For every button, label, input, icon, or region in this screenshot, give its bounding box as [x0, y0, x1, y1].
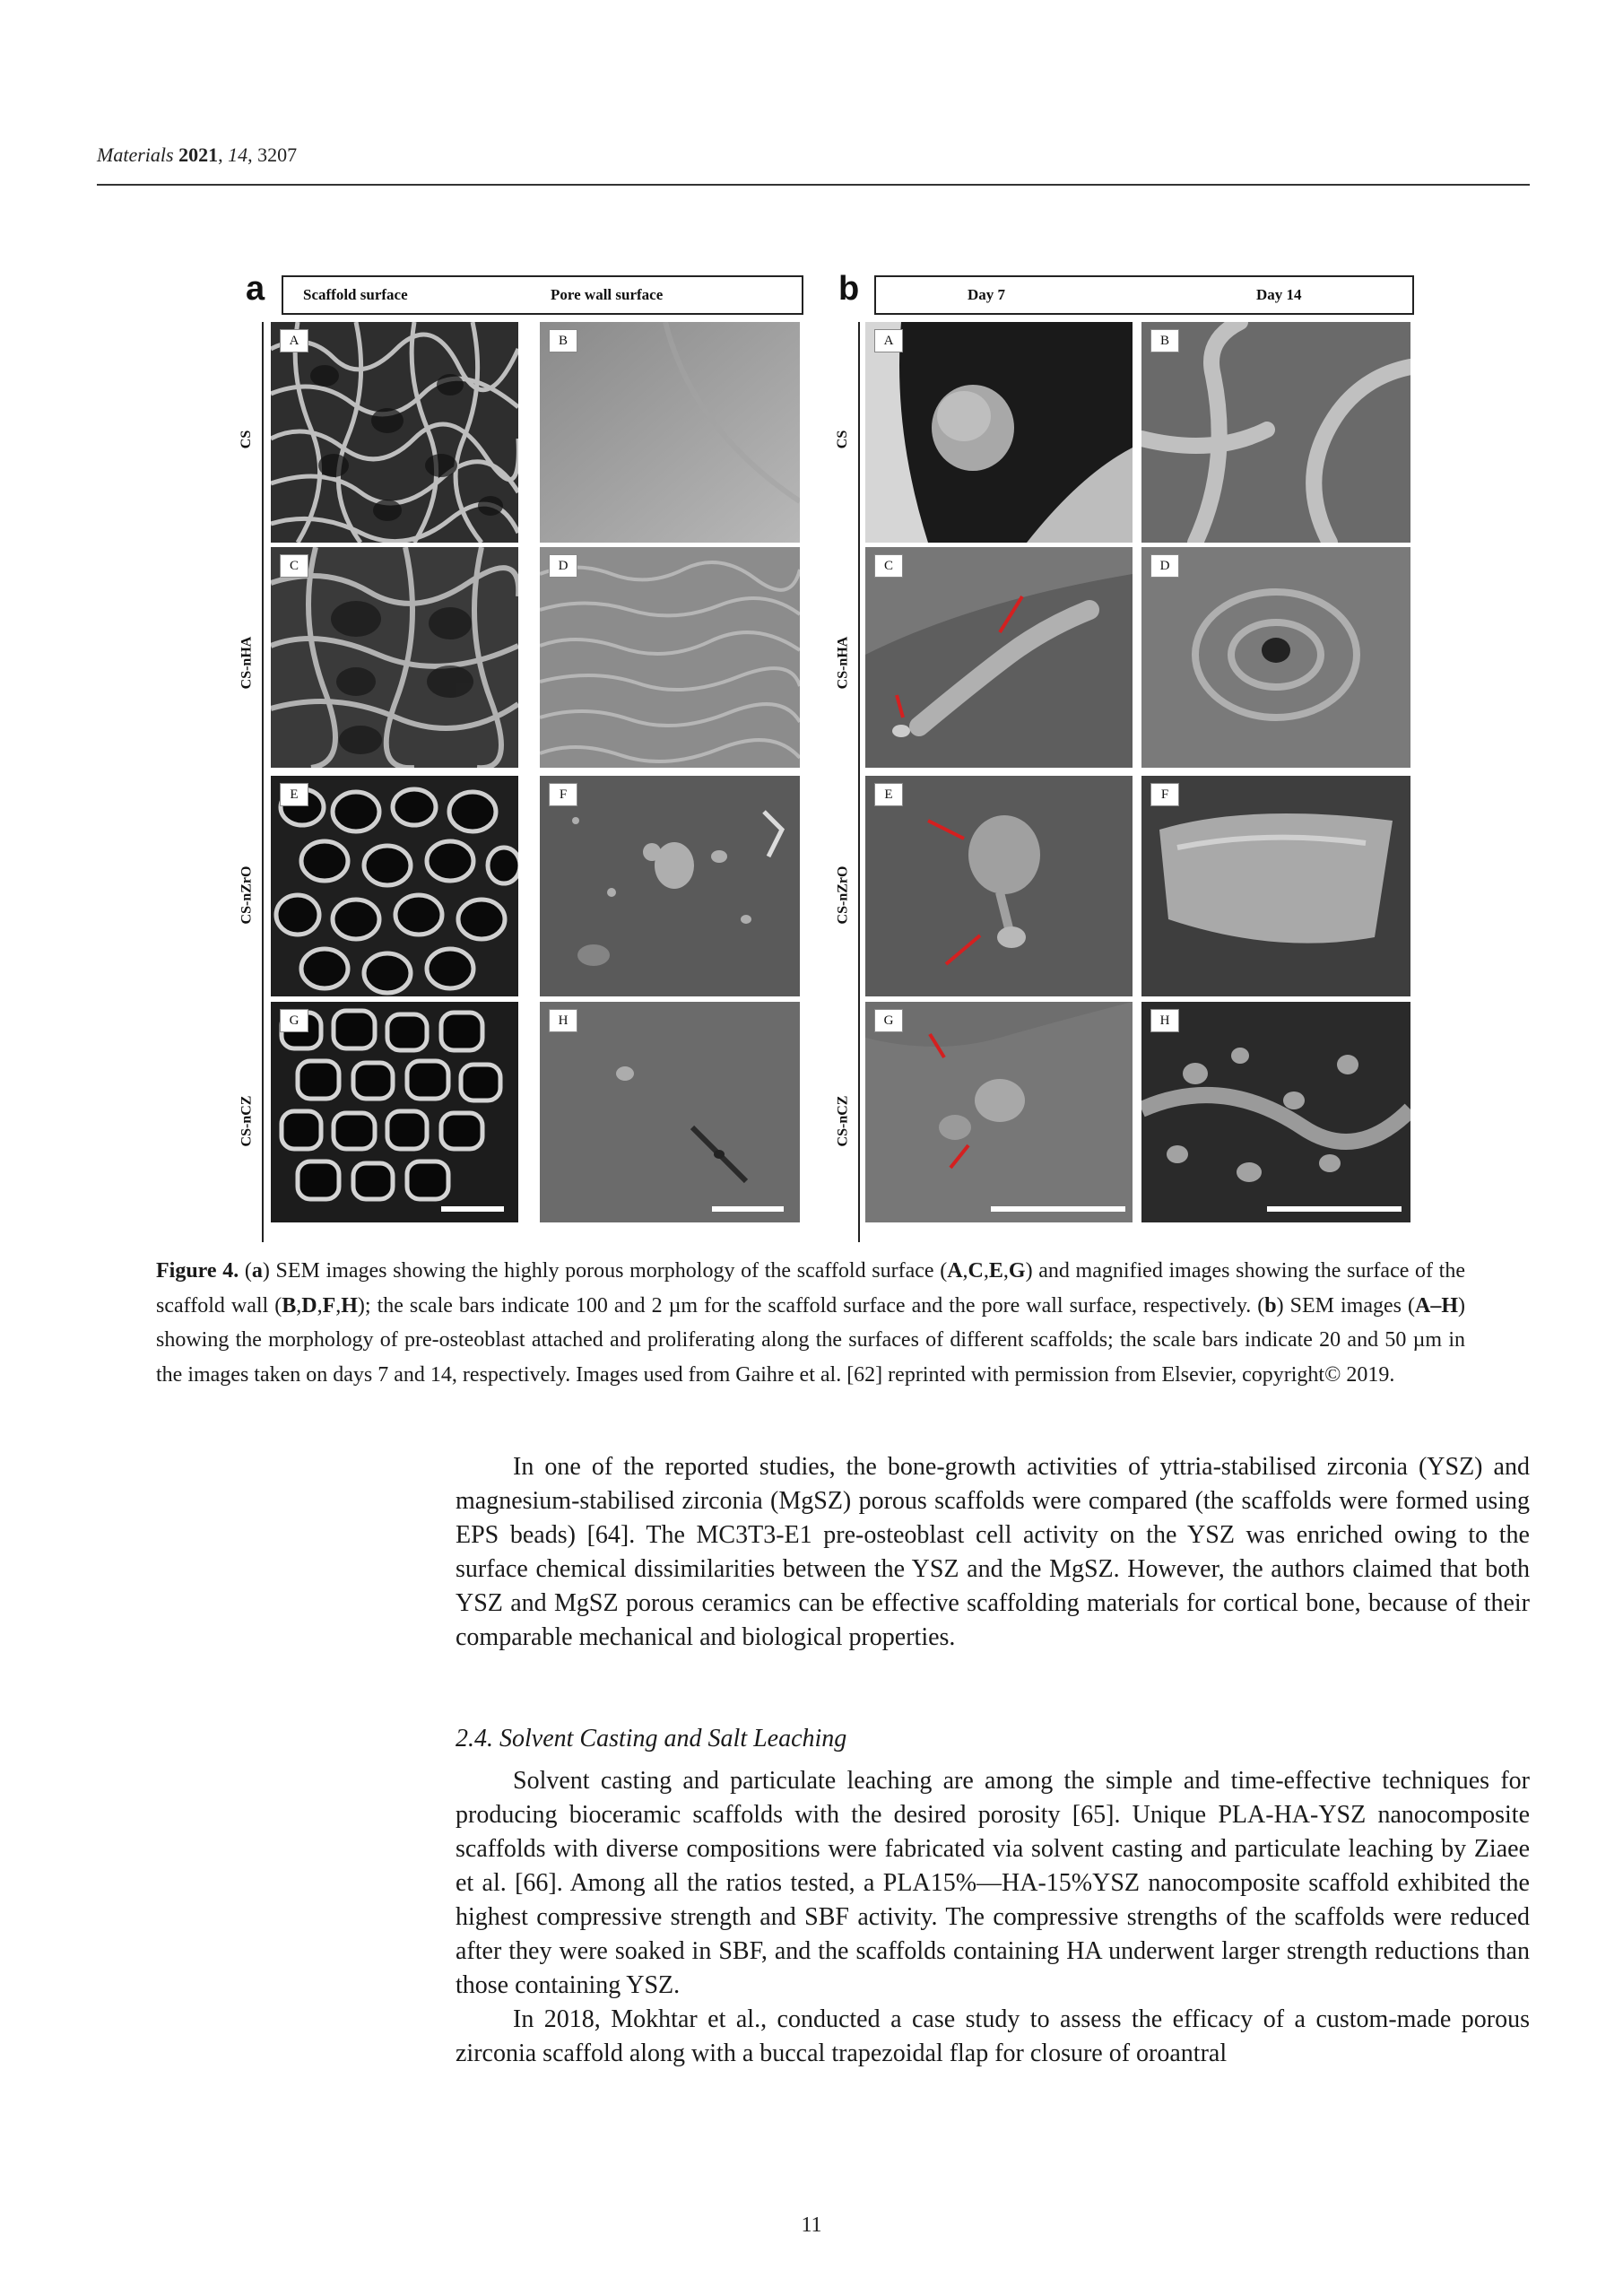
- sem-image: [1141, 322, 1410, 543]
- paragraph: In one of the reported studies, the bone-growth activities of yttria-stabilised zirconia (YSZ) and magnesium-stabilised zirconia (MgSZ) porous scaffolds were compared (the scaffolds were formed using EPS beads) [64]. The MC3T3-E1 pre-osteoblast cell activity on the YSZ was enriched owing to the surface chemical dissimilarities between the YSZ and the MgSZ. However, the authors claimed that both YSZ and MgSZ porous ceramics can be effective scaffolding materials for cortical bone, because of their comparable mechanical and biological properties.: [456, 1453, 1530, 1651]
- cell-image: [865, 1002, 1133, 1222]
- column-header: Day 14: [1256, 286, 1302, 303]
- figure-4: [231, 270, 1415, 1242]
- tile-tag: C: [280, 554, 308, 578]
- scale-bar: [991, 1206, 1125, 1212]
- column-header-bar: [874, 275, 1414, 315]
- caption-label: Figure 4.: [156, 1259, 239, 1283]
- tile-tag: E: [280, 783, 308, 806]
- figure-caption: Figure 4. (a) SEM images showing the highly porous morphology of the scaffold surface (A,C,E,G) and magnified images showing the surface of the scaffold wall (B,D,F,H); the scale bars indicate 100 and 2 µm for the scaffold surface and the pore wall surface, respectively. (b) SEM images (A–H) showing the morphology of pre-osteoblast attached and proliferating along the surfaces of different scaffolds; the scale bars indicate 20 and 50 µm in the images taken on days 7 and 14, respectively. Images used from Gaihre et al. [62] reprinted with permission from Elsevier, copyright© 2019.: [156, 1259, 1465, 1387]
- separator: ,: [247, 144, 258, 166]
- journal-volume: 14: [228, 144, 248, 166]
- smooth-texture: [540, 1002, 800, 1222]
- sem-image: [271, 547, 518, 768]
- column-header: Pore wall surface: [551, 286, 664, 303]
- cell-image: [865, 547, 1133, 768]
- tile-tag: A: [280, 329, 308, 352]
- sem-image: [540, 1002, 800, 1222]
- row-label: CS-nHA: [835, 636, 850, 690]
- separator: ,: [218, 144, 229, 166]
- journal-name: Materials: [97, 144, 174, 166]
- sem-image: [540, 776, 800, 996]
- panel-letter: a: [246, 270, 265, 308]
- row-label: CS-nCZ: [239, 1095, 254, 1147]
- tile-tag: F: [1150, 783, 1179, 806]
- sem-image: [271, 322, 518, 543]
- body-paragraph-2: [456, 1764, 1530, 2071]
- paragraph: Solvent casting and particulate leaching are among the simple and time-effective techniques for producing bioceramic scaffolds with the desired porosity [65]. Unique PLA-HA-YSZ nanocomposite scaffolds with diverse compositions were fabricated via solvent casting and particulate leaching by Ziaee et al. [66]. Among all the ratios tested, a PLA15%—HA-15%YSZ nanocomposite scaffold exhibited the highest compressive strength and SBF activity. The compressive strengths of the scaffolds were reduced after they were soaked in SBF, and the scaffolds containing HA underwent larger strength reductions than those containing YSZ.: [456, 1767, 1530, 1999]
- row-label: CS-nHA: [239, 636, 254, 690]
- porous-texture: [271, 322, 518, 543]
- sem-image: [540, 547, 800, 768]
- figure-panel-a: [231, 270, 805, 1242]
- sem-image: [865, 547, 1133, 768]
- row-label: CS: [238, 430, 254, 449]
- sem-image: [865, 1002, 1133, 1222]
- section-heading: [456, 1722, 1530, 1756]
- sem-image: [271, 1002, 518, 1222]
- article-number: 3207: [257, 144, 298, 166]
- cell-image: [1141, 322, 1410, 543]
- tile-tag: F: [549, 783, 577, 806]
- tile-tag: G: [874, 1009, 903, 1032]
- smooth-texture: [540, 322, 800, 543]
- rippled-texture: [540, 547, 800, 768]
- cell-image: [865, 776, 1133, 996]
- row-label: CS: [834, 430, 850, 449]
- scale-bar: [441, 1206, 504, 1212]
- journal-year: 2021: [178, 144, 219, 166]
- row-label-strip: [828, 322, 860, 1242]
- scale-bar: [712, 1206, 784, 1212]
- row-label: CS-nZrO: [835, 865, 850, 925]
- sem-image: [1141, 547, 1410, 768]
- cell-image: [1141, 1002, 1410, 1222]
- scale-bar: [1267, 1206, 1402, 1212]
- tile-tag: B: [1150, 329, 1179, 352]
- cell-image: [1141, 776, 1410, 996]
- column-header-bar: [282, 275, 803, 315]
- panel-letter: b: [838, 270, 860, 308]
- cell-image: [865, 322, 1133, 543]
- tile-tag: A: [874, 329, 903, 352]
- tile-tag: D: [549, 554, 577, 578]
- body-paragraph-1: [456, 1450, 1530, 1655]
- sem-image: [1141, 1002, 1410, 1222]
- sem-image: [865, 776, 1133, 996]
- page-number: 11: [801, 2213, 822, 2237]
- tile-tag: H: [1150, 1009, 1179, 1032]
- figure-panel-b: [828, 270, 1415, 1242]
- tile-tag: E: [874, 783, 903, 806]
- cell-image: [1141, 547, 1410, 768]
- tile-tag: B: [549, 329, 577, 352]
- tile-tag: C: [874, 554, 903, 578]
- row-label: CS-nZrO: [239, 865, 254, 925]
- tile-tag: H: [549, 1009, 577, 1032]
- row-label-strip: [231, 322, 264, 1242]
- tile-tag: D: [1150, 554, 1179, 578]
- porous-texture: [271, 776, 518, 996]
- row-label: CS-nCZ: [835, 1095, 850, 1147]
- speckled-texture: [540, 776, 800, 996]
- paragraph: In 2018, Mokhtar et al., conducted a case study to assess the efficacy of a custom-made porous zirconia scaffold along with a buccal trapezoidal flap for closure of oroantral: [456, 2005, 1530, 2067]
- column-header: Scaffold surface: [303, 286, 408, 303]
- sem-image: [865, 322, 1133, 543]
- column-header: Day 7: [968, 286, 1006, 303]
- running-head: [97, 144, 297, 167]
- porous-texture: [271, 547, 518, 768]
- sem-image: [1141, 776, 1410, 996]
- sem-image: [271, 776, 518, 996]
- sem-image: [540, 322, 800, 543]
- porous-texture: [271, 1002, 518, 1222]
- header-rule: [97, 184, 1530, 186]
- tile-tag: G: [280, 1009, 308, 1032]
- section-title: 2.4. Solvent Casting and Salt Leaching: [456, 1725, 847, 1752]
